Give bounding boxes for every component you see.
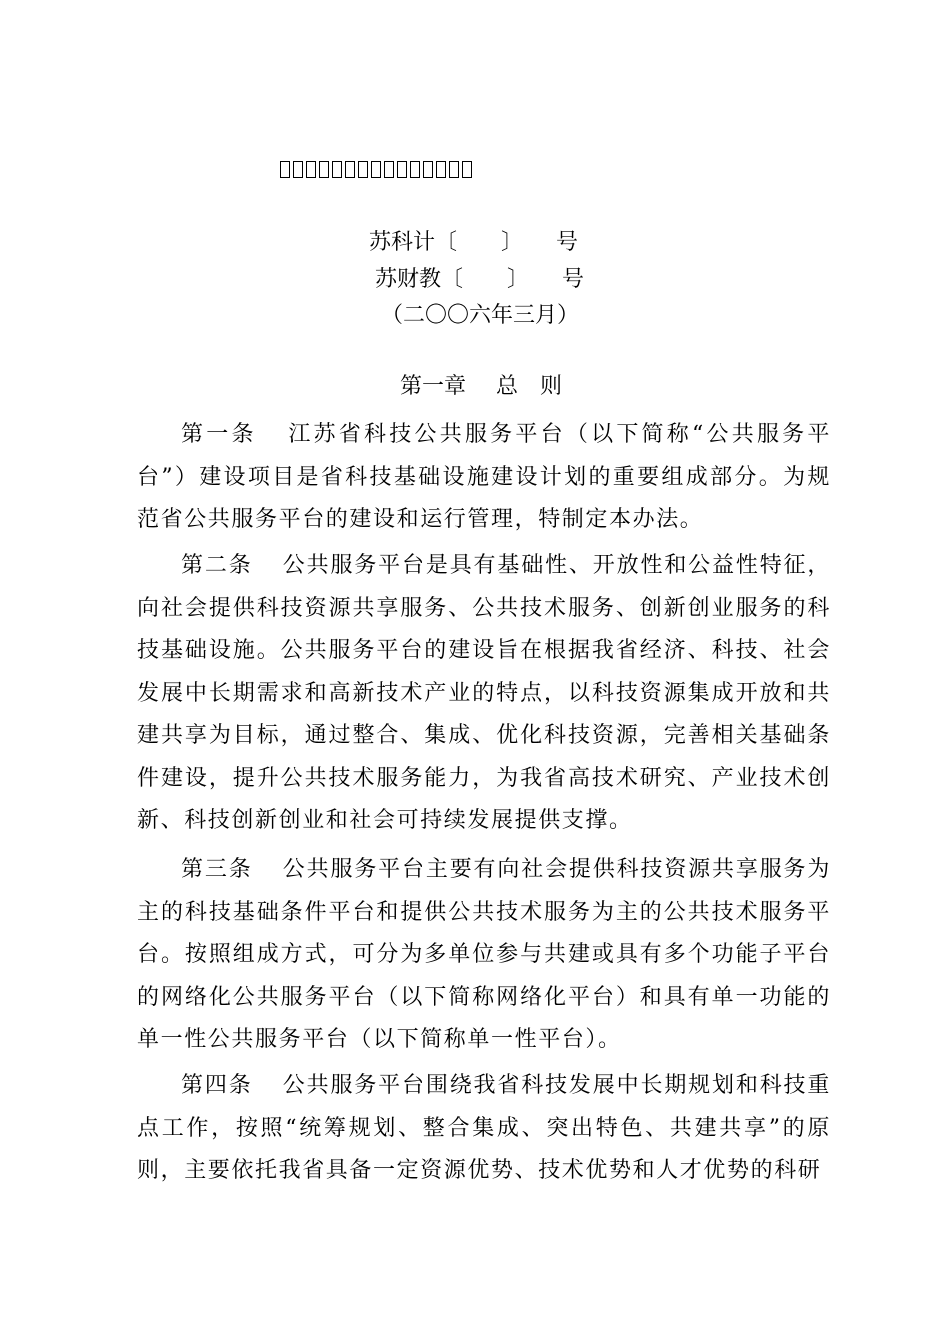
missing-glyph-box (449, 161, 459, 178)
chapter-label: 第一章 (399, 374, 466, 399)
missing-glyph-box (384, 161, 394, 178)
missing-glyph-box (410, 161, 420, 178)
article-label: 第三条 (181, 857, 253, 882)
document-date: （二〇〇六年三月） (381, 303, 580, 328)
missing-glyph-box (280, 161, 290, 178)
missing-glyph-box (358, 161, 368, 178)
missing-glyph-box (436, 161, 446, 178)
document-number-caijiao: 苏财教〔 〕 号 (375, 267, 585, 292)
article-text: 公共服务平台主要有向社会提供科技资源共享服务为主的科技基础条件平台和提供公共技术服务为主的公共技术服务平台。按照组成方式，可分为多单位参与共建或具有多个功能子平台的网络化公共服务平台（以下简称网络化平台）和具有单一功能的单一性公共服务平台（以下简称单一性平台）。 (137, 857, 831, 1052)
missing-glyph-box (293, 161, 303, 178)
missing-glyph-box (397, 161, 407, 178)
missing-glyph-box (423, 161, 433, 178)
missing-glyph-box (319, 161, 329, 178)
missing-glyph-box (371, 161, 381, 178)
chapter-title: 总 则 (496, 374, 563, 399)
article-text: 公共服务平台围绕我省科技发展中长期规划和科技重点工作，按照“统筹规划、整合集成、突出特色、共建共享”的原则，主要依托我省具备一定资源优势、技术优势和人才优势的科研 (137, 1073, 831, 1183)
missing-glyph-box (306, 161, 316, 178)
article-label: 第四条 (181, 1073, 253, 1098)
article-4 (137, 1065, 831, 1193)
article-1 (137, 414, 831, 542)
document-number-keji: 苏科计〔 〕 号 (369, 230, 579, 255)
missing-glyph-box (332, 161, 342, 178)
article-label: 第一条 (181, 422, 257, 447)
article-text: 江苏省科技公共服务平台（以下简称“公共服务平台”）建设项目是省科技基础设施建设计划的重要组成部分。为规范省公共服务平台的建设和运行管理，特制定本办法。 (137, 422, 831, 532)
article-text: 公共服务平台是具有基础性、开放性和公益性特征，向社会提供科技资源共享服务、公共技术服务、创新创业服务的科技基础设施。公共服务平台的建设旨在根据我省经济、科技、社会发展中长期需求和高新技术产业的特点，以科技资源集成开放和共建共享为目标，通过整合、集成、优化科技资源，完善相关基础条件建设，提升公共技术服务能力，为我省高技术研究、产业技术创新、科技创新创业和社会可持续发展提供支撑。 (137, 553, 831, 833)
garbled-title (280, 156, 492, 182)
article-3 (137, 849, 831, 1062)
article-label: 第二条 (181, 553, 253, 578)
article-2 (137, 545, 831, 843)
missing-glyph-box (345, 161, 355, 178)
chapter-heading (0, 372, 950, 402)
missing-glyph-box (462, 161, 472, 178)
